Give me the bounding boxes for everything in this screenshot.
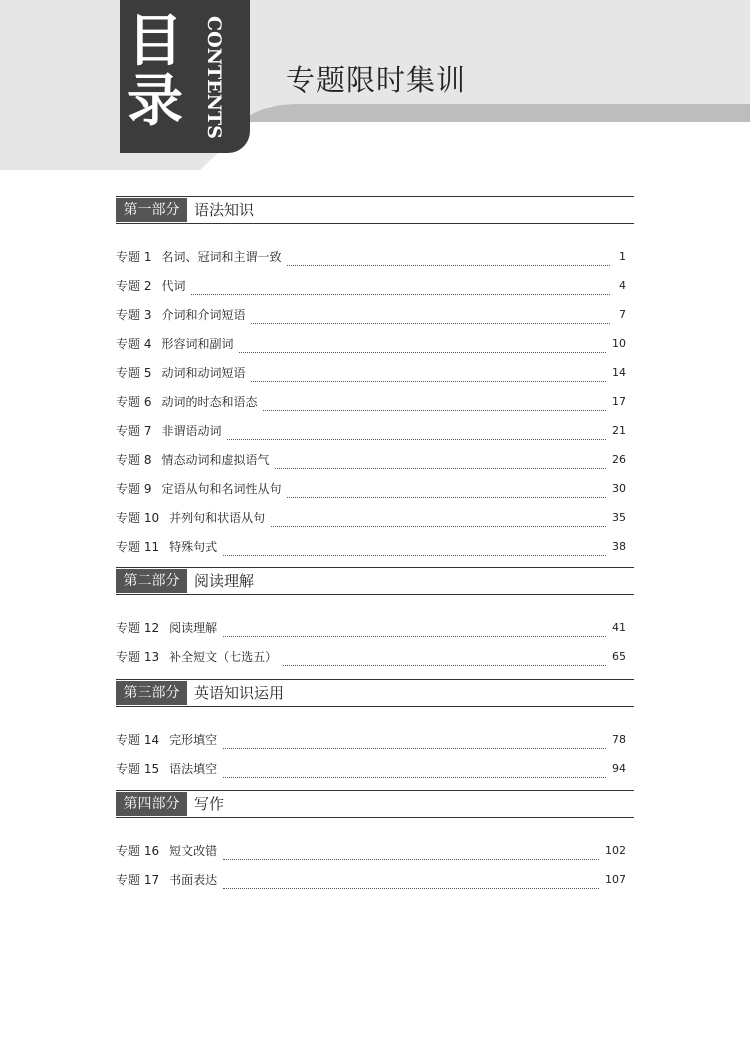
entry-page-number: 107: [605, 873, 626, 886]
toc-entry[interactable]: [116, 619, 626, 637]
dot-leader: [223, 738, 606, 749]
book-title: 专题限时集训: [286, 63, 467, 97]
entry-title: 形容词和副词: [161, 337, 234, 351]
dot-leader: [223, 767, 606, 778]
section-header: [116, 567, 634, 595]
entry-title: 名词、冠词和主谓一致: [161, 250, 282, 264]
entry-number: 专题 8: [116, 453, 152, 467]
entry-page-number: 7: [619, 308, 626, 321]
toc-entry[interactable]: [116, 538, 626, 556]
entry-page-number: 78: [612, 733, 626, 746]
toc-entry[interactable]: [116, 306, 626, 324]
section-title: 英语知识运用: [194, 684, 285, 702]
dot-leader: [283, 655, 606, 666]
entry-number: 专题 12: [116, 621, 160, 635]
section-title: 写作: [194, 795, 225, 813]
entry-title: 特殊句式: [169, 540, 218, 554]
entry-number: 专题 3: [116, 308, 152, 322]
toc-entry[interactable]: [116, 731, 626, 749]
entry-title: 补全短文（七选五）: [169, 650, 278, 664]
dot-leader: [227, 429, 606, 440]
contents-label: CONTENTS: [203, 16, 225, 139]
entry-page-number: 65: [612, 650, 626, 663]
entry-title: 代词: [161, 279, 186, 293]
entry-page-number: 35: [612, 511, 626, 524]
title-char-mu: 目: [127, 9, 183, 74]
toc-entry[interactable]: [116, 451, 626, 469]
toc-entry[interactable]: [116, 509, 626, 527]
toc-entry[interactable]: [116, 248, 626, 266]
entry-title: 情态动词和虚拟语气: [161, 453, 270, 467]
dot-leader: [223, 626, 606, 637]
entry-number: 专题 10: [116, 511, 160, 525]
section-tag: 第二部分: [116, 569, 187, 593]
section-header: [116, 790, 634, 818]
toc-entry[interactable]: [116, 760, 626, 778]
dot-leader: [251, 313, 610, 324]
entry-number: 专题 16: [116, 844, 160, 858]
entry-number: 专题 4: [116, 337, 152, 351]
entry-page-number: 14: [612, 366, 626, 379]
entry-number: 专题 2: [116, 279, 152, 293]
entry-number: 专题 9: [116, 482, 152, 496]
entry-title: 语法填空: [169, 762, 218, 776]
dot-leader: [223, 849, 599, 860]
dot-leader: [287, 487, 606, 498]
dot-leader: [239, 342, 606, 353]
section-tag: 第三部分: [116, 681, 187, 705]
entry-page-number: 17: [612, 395, 626, 408]
entry-page-number: 41: [612, 621, 626, 634]
entry-page-number: 21: [612, 424, 626, 437]
entry-number: 专题 11: [116, 540, 160, 554]
toc-entry[interactable]: [116, 335, 626, 353]
dot-leader: [251, 371, 606, 382]
toc-entry[interactable]: [116, 422, 626, 440]
entry-number: 专题 14: [116, 733, 160, 747]
entry-page-number: 94: [612, 762, 626, 775]
dot-leader: [287, 255, 610, 266]
entry-title: 阅读理解: [169, 621, 218, 635]
dot-leader: [223, 878, 599, 889]
entry-title: 书面表达: [169, 873, 218, 887]
entry-title: 动词和动词短语: [161, 366, 246, 380]
dot-leader: [271, 516, 606, 527]
entry-title: 短文改错: [169, 844, 218, 858]
entry-page-number: 102: [605, 844, 626, 857]
entry-title: 完形填空: [169, 733, 218, 747]
section-tag: 第一部分: [116, 198, 187, 222]
entry-page-number: 4: [619, 279, 626, 292]
dot-leader: [191, 284, 610, 295]
toc-entry[interactable]: [116, 364, 626, 382]
entry-title: 介词和介词短语: [161, 308, 246, 322]
entry-title: 并列句和状语从句: [169, 511, 266, 525]
entry-number: 专题 13: [116, 650, 160, 664]
entry-number: 专题 17: [116, 873, 160, 887]
entry-page-number: 26: [612, 453, 626, 466]
title-char-lu: 录: [127, 69, 183, 134]
toc-entry[interactable]: [116, 842, 626, 860]
entry-page-number: 10: [612, 337, 626, 350]
section-header: [116, 196, 634, 224]
toc-entry[interactable]: [116, 871, 626, 889]
entry-number: 专题 1: [116, 250, 152, 264]
dot-leader: [275, 458, 606, 469]
toc-entry[interactable]: [116, 648, 626, 666]
toc-entry[interactable]: [116, 480, 626, 498]
entry-number: 专题 5: [116, 366, 152, 380]
entry-page-number: 30: [612, 482, 626, 495]
entry-number: 专题 6: [116, 395, 152, 409]
dot-leader: [223, 545, 606, 556]
toc-entry[interactable]: [116, 393, 626, 411]
entry-number: 专题 7: [116, 424, 152, 438]
entry-title: 定语从句和名词性从句: [161, 482, 282, 496]
section-title: 阅读理解: [194, 572, 255, 590]
entry-page-number: 1: [619, 250, 626, 263]
section-tag: 第四部分: [116, 792, 187, 816]
entry-page-number: 38: [612, 540, 626, 553]
entry-title: 非谓语动词: [161, 424, 222, 438]
section-header: [116, 679, 634, 707]
toc-entry[interactable]: [116, 277, 626, 295]
entry-number: 专题 15: [116, 762, 160, 776]
entry-title: 动词的时态和语态: [161, 395, 258, 409]
dot-leader: [263, 400, 606, 411]
section-title: 语法知识: [194, 201, 255, 219]
